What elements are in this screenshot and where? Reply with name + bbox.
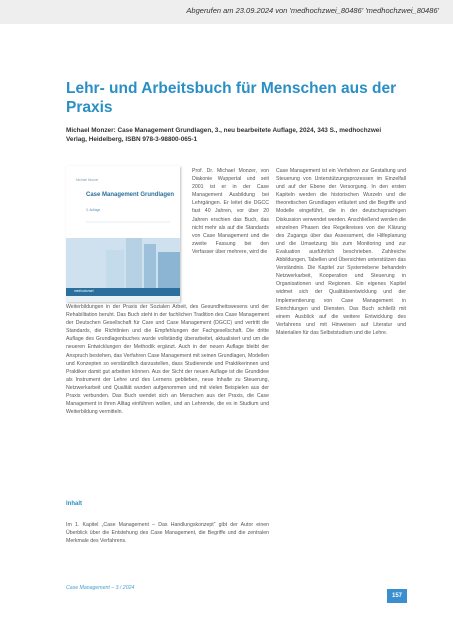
section-heading-inhalt: Inhalt	[66, 501, 82, 507]
review-text-beside-cover	[192, 167, 269, 256]
download-header-bar	[0, 0, 453, 24]
download-note: Abgerufen am 23.09.2024 von 'medhochzwei_80486' 'medhochzwei_80486'	[186, 6, 439, 15]
cover-author: Michael Monzer	[76, 178, 99, 182]
cover-graphic	[66, 166, 180, 302]
cover-publisher: medhochzwei	[74, 289, 94, 293]
cover-subtitle: 3. Auflage	[86, 208, 101, 212]
paragraph: Weiterbildungen in der Praxis der Sozialen Arbeit, des Gesundheitswesens und der Rehabilitation beruht. Das Buch steht in der fachlichen Tradition des Case Management der Deutschen Gesellschaft für Care und Case Management (DGCC) und vertritt die Standards, die Richtlinien und die Empfehlungen der Fachgesellschaft. Die dritte Auflage des Grundlagenbuches wurde vollständig überarbeitet, aktualisiert und um die neueren Entwicklungen der Methodik ergänzt. Auch in der neuen Auflage bleibt der Anspruch bestehen, das Verfahren Case Management mit seinen Grundlagen, Modellen und Konzepten so verständlich darzustellen, dass Studierende und Praktikerinnen und Praktiker damit gut arbeiten können. Aus der Sicht der neuen Auflage ist die Grundidee als Instrument der Lehre und des Lernens geblieben, neue Inhalte zu Steuerung, Netzwerkarbeit und Qualität wurden aufgenommen und mit vielen Beispielen aus der Praxis verbunden. Das Buch wendet sich an Menschen aus der Praxis, die Case Management in ihren Alltag einführen wollen, und an Lehrende, die es in Studium und Weiterbildung vermitteln.	[66, 304, 269, 416]
contents-text	[66, 521, 269, 545]
article-title: Lehr- und Arbeitsbuch für Menschen aus der Praxis	[66, 80, 397, 116]
review-text-left-column	[66, 303, 269, 416]
review-text-right-column	[276, 167, 406, 337]
page-number-badge: 157	[387, 589, 407, 603]
book-cover-image	[66, 166, 180, 302]
paragraph: Case Management ist ein Verfahren zur Gestaltung und Steuerung von Unterstützungsprozessen im Einzelfall und auf der Ebene der Versorgung. In den ersten Kapiteln werden die historischen Wurzeln und die theoretischen Grundlagen erläutert und die Begriffe und Modelle eingeführt, die in der deutschsprachigen Diskussion verwendet werden. Anschließend werden die einzelnen Phasen des Regelkreises von der Klärung des Zugangs über das Assessment, die Hilfeplanung und die Umsetzung bis zum Monitoring und zur Evaluation ausführlich beschrieben. Zahlreiche Abbildungen, Tabellen und Übersichten unterstützen das Verständnis. Die Kapitel zur Systemebene behandeln Netzwerkarbeit, Kooperation und Steuerung in Organisationen und Regionen. Ein eigenes Kapitel widmet sich der Qualitätsentwicklung und der Implementierung von Case Management in Einrichtungen und Diensten. Das Buch schließt mit einem Ausblick auf die weitere Entwicklung des Verfahrens und mit Hinweisen auf Literatur und Materialien für das Selbststudium und die Lehre.	[276, 168, 406, 336]
paragraph: Prof. Dr. Michael Monzer, von Diakonie Wuppertal und seit 2001 ist er in der Case Management Ausbildung bei Lehrgängen. Er leitet die DGCC fast 40 Jahren, vor über 20 Jahren erschien das Buch, das nicht mehr als auf die Standards von Case Management und die zweite Fassung bei den Verfasser über mehrere, wird die	[192, 168, 269, 255]
paragraph: Im 1. Kapitel „Case Management – Das Handlungskonzept“ gibt der Autor einen Überblick über die Entstehung des Case Management, die Begriffe und die zentralen Merkmale des Verfahrens.	[66, 522, 269, 545]
cover-title: Case Management Grundlagen	[86, 192, 175, 198]
book-citation: Michael Monzer: Case Management Grundlagen, 3., neu bearbeitete Auflage, 2024, 343 S., medhochzwei Verlag, Heidelberg, ISBN 978-3-98800-065-1	[66, 127, 382, 143]
journal-footer: Case Management – 3 / 2024	[66, 585, 135, 591]
